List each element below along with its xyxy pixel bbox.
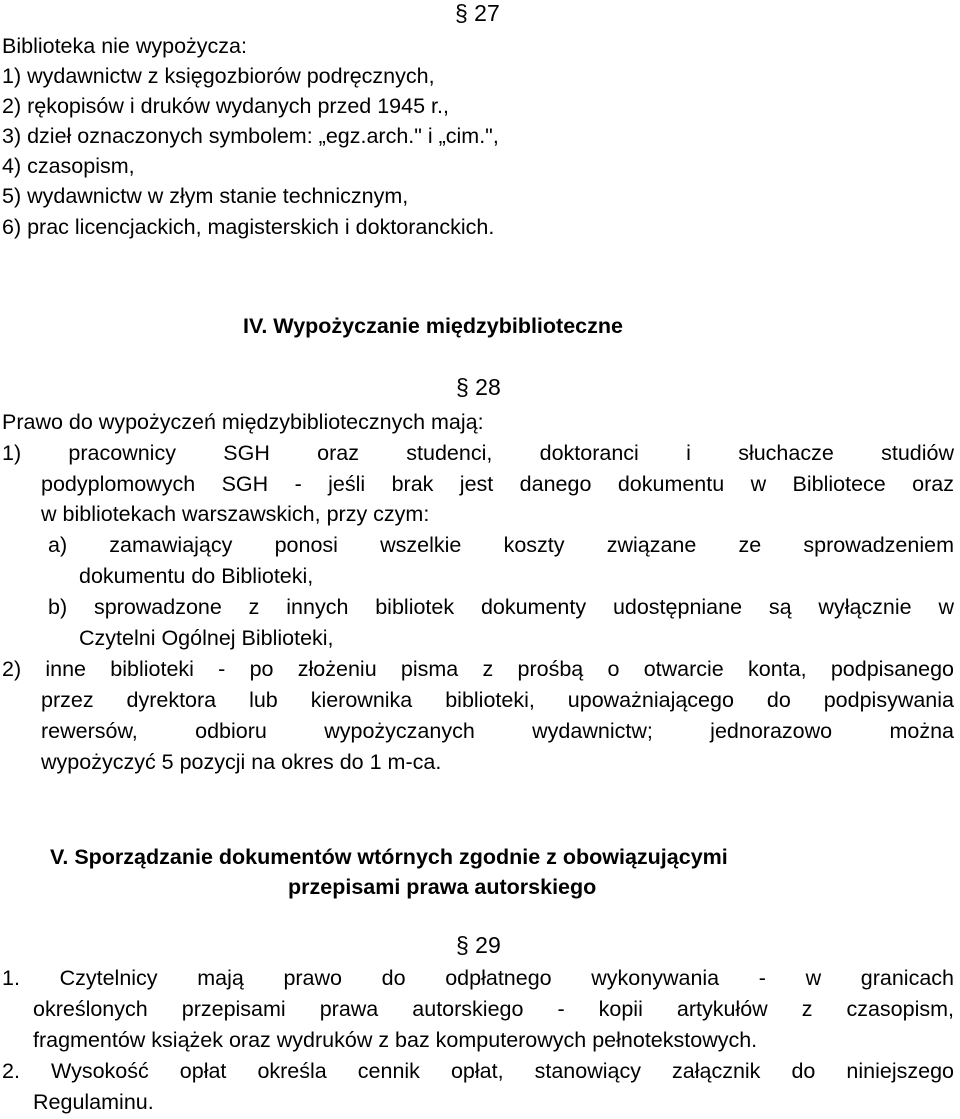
section-28-item-2-line-1: 2) inne biblioteki - po złożeniu pisma z prośbą o otwarcie konta, podpisanego	[2, 657, 954, 681]
list-item: 4) czasopism,	[2, 154, 135, 178]
section-28-item-1-line-2: podyplomowych SGH - jeśli brak jest danego dokumentu w Bibliotece oraz	[41, 472, 954, 496]
list-item: 1) wydawnictw z księgozbiorów podręcznych,	[2, 64, 435, 88]
section-29-item-2-line-2: Regulaminu.	[33, 1090, 154, 1114]
section-28-intro: Prawo do wypożyczeń międzybibliotecznych mają:	[2, 410, 484, 434]
section-28-item-1-line-3: w bibliotekach warszawskich, przy czym:	[41, 502, 430, 526]
section-29-number: § 29	[456, 932, 501, 958]
chapter-iv-heading: IV. Wypożyczanie międzybiblioteczne	[243, 314, 623, 338]
section-28-item-2-line-3: rewersów, odbioru wypożyczanych wydawnictw; jednorazowo można	[41, 719, 954, 743]
section-28-item-2-line-2: przez dyrektora lub kierownika biblioteki, upoważniającego do podpisywania	[41, 688, 954, 712]
section-28-sub-b-line-1: b) sprowadzone z innych bibliotek dokumenty udostępniane są wyłącznie w	[48, 595, 954, 619]
section-29-item-1-line-2: określonych przepisami prawa autorskiego - kopii artykułów z czasopism,	[33, 997, 954, 1021]
list-item: 3) dzieł oznaczonych symbolem: „egz.arch." i „cim.",	[2, 124, 499, 148]
section-27-intro: Biblioteka nie wypożycza:	[2, 34, 247, 58]
list-item: 5) wydawnictw w złym stanie technicznym,	[2, 184, 409, 208]
section-28-item-2-line-4: wypożyczyć 5 pozycji na okres do 1 m-ca.	[41, 750, 442, 774]
section-28-number: § 28	[456, 374, 501, 400]
section-28-sub-b-line-2: Czytelni Ogólnej Biblioteki,	[79, 626, 334, 650]
list-item: 6) prac licencjackich, magisterskich i doktoranckich.	[2, 215, 495, 239]
list-item: 2) rękopisów i druków wydanych przed 1945 r.,	[2, 94, 449, 118]
chapter-v-heading-line-2: przepisami prawa autorskiego	[288, 875, 597, 899]
chapter-v-heading-line-1: V. Sporządzanie dokumentów wtórnych zgodnie z obowiązującymi	[50, 845, 728, 869]
section-29-item-2-line-1: 2. Wysokość opłat określa cennik opłat, stanowiący załącznik do niniejszego	[2, 1059, 954, 1083]
section-28-item-1-line-1: 1) pracownicy SGH oraz studenci, doktoranci i słuchacze studiów	[2, 441, 954, 465]
section-27-number: § 27	[455, 0, 500, 26]
section-29-item-1-line-3: fragmentów książek oraz wydruków z baz komputerowych pełnotekstowych.	[33, 1028, 758, 1052]
section-28-sub-a-line-1: a) zamawiający ponosi wszelkie koszty związane ze sprowadzeniem	[48, 533, 954, 557]
section-29-item-1-line-1: 1. Czytelnicy mają prawo do odpłatnego wykonywania - w granicach	[2, 966, 954, 990]
section-28-sub-a-line-2: dokumentu do Biblioteki,	[79, 564, 314, 588]
